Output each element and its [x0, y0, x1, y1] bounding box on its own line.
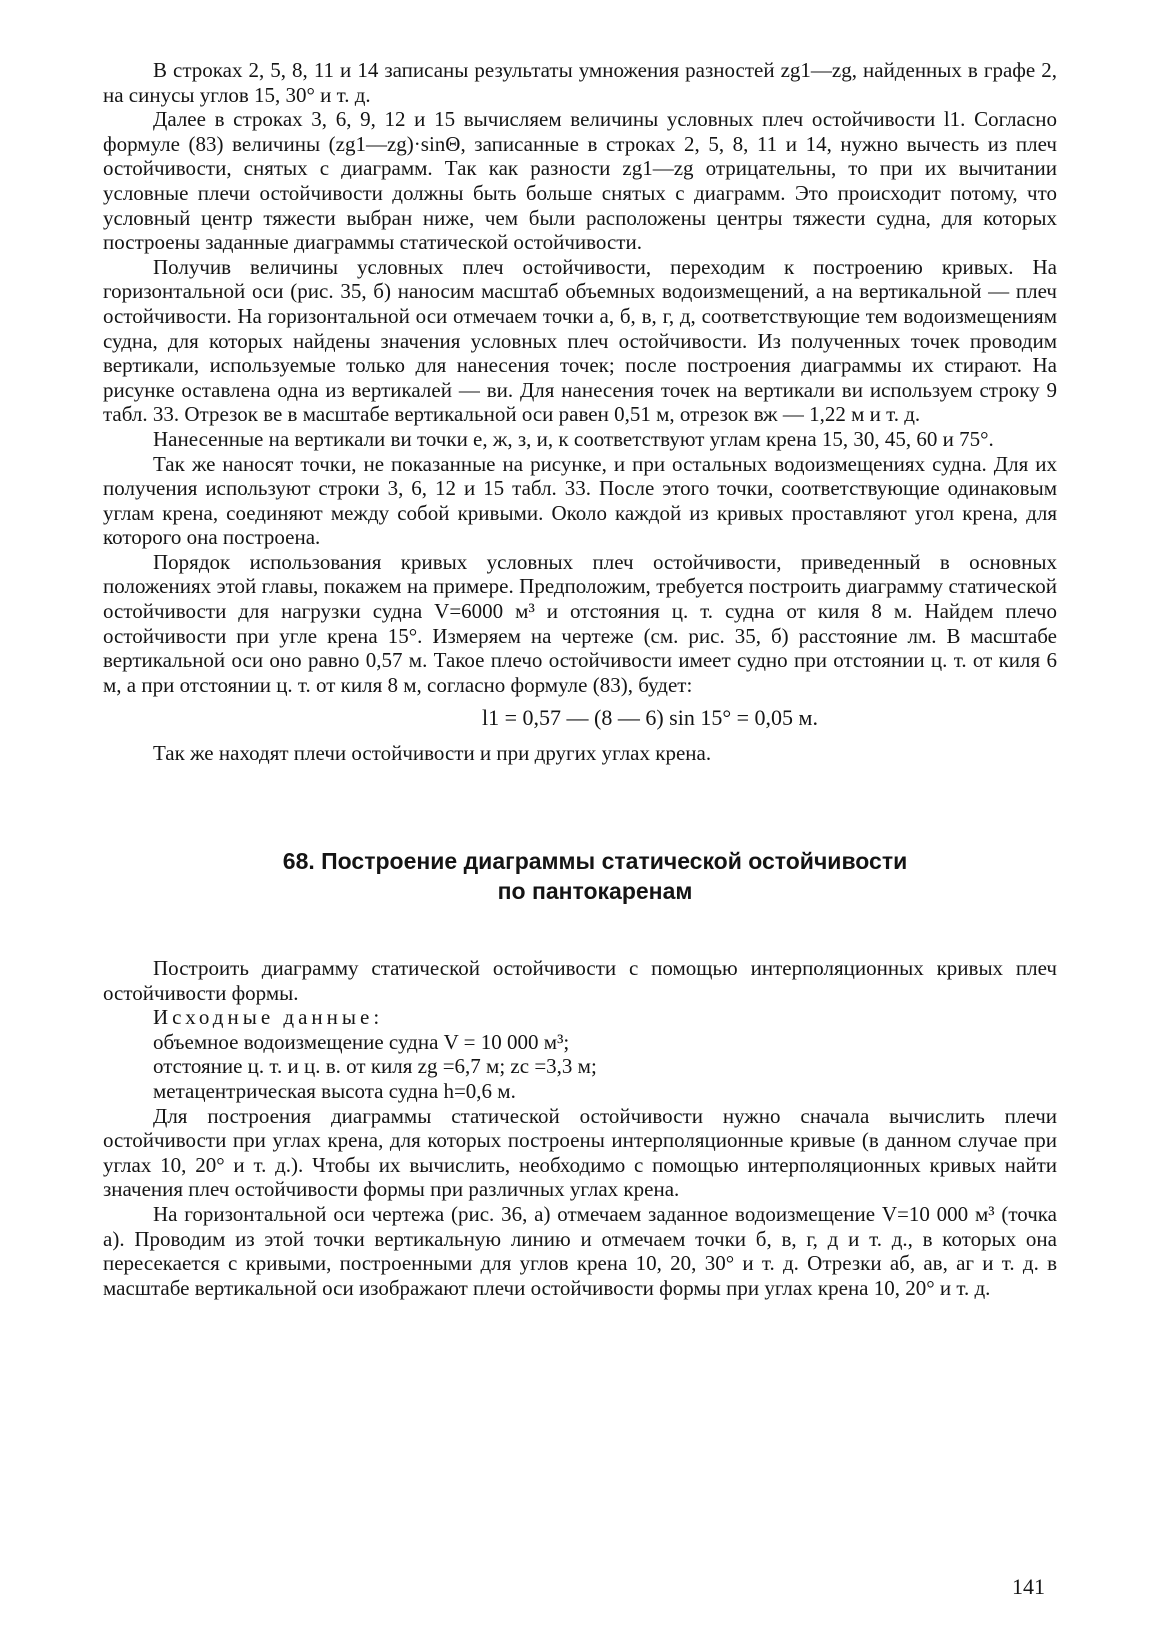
paragraph: Порядок использования кривых условных плеч остойчивости, приведенный в основных положениях этой главы, покажем на примере. Предположим, требуется построить диаграмму статической остойчивости для нагрузки судна V=6000 м³ и отстояния ц. т. судна от киля 8 м. Найдем плечо остойчивости при угле крена 15°. Измеряем на чертеже (см. рис. 35, б) расстояние лм. В масштабе вертикальной оси оно равно 0,57 м. Такое плечо остойчивости имеет судно при отстоянии ц. т. от киля 6 м, а при отстоянии ц. т. от киля 8 м, согласно формуле (83), будет: — [103, 549, 1057, 697]
paragraph: Получив величины условных плеч остойчивости, переходим к построению кривых. На горизонтальной оси (рис. 35, б) наносим масштаб объемных водоизмещений, а на вертикальной — плеч остойчивости. На горизонтальной оси отмечаем точки а, б, в, г, д, соответствующие тем водоизмещениям судна, для которых найдены значения условных плеч остойчивости. Из полученных точек проводим вертикали, используемые только для нанесения точек; после построения диаграммы их стирают. На рисунке оставлена одна из вертикалей — ви. Для нанесения точек на вертикали ви используем строку 9 табл. 33. Отрезок ве в масштабе вертикальной оси равен 0,51 м, отрезок вж — 1,22 м и т. д. — [103, 254, 1057, 427]
given-item: отстояние ц. т. и ц. в. от киля zg =6,7 м; zc =3,3 м; — [153, 1054, 597, 1079]
paragraph: Для построения диаграммы статической остойчивости нужно сначала вычислить плечи остойчивости при углах крена, для которых построены интерполяционные кривые (в данном случае при углах 10, 20° и т. д.). Чтобы их вычислить, необходимо с помощью интерполяционных кривых найти значения плеч остойчивости формы при различных углах крена. — [103, 1103, 1057, 1202]
task-paragraph: Построить диаграмму статической остойчивости с помощью интерполяционных кривых плеч остойчивости формы. — [103, 956, 1057, 1005]
given-item: метацентрическая высота судна h=0,6 м. — [153, 1079, 516, 1103]
section-heading-line: 68. Построение диаграммы статической остойчивости — [282, 848, 908, 875]
paragraph: На горизонтальной оси чертежа (рис. 36, а) отмечаем заданное водоизмещение V=10 000 м³ (точка а). Проводим из этой точки вертикальную линию и отмечаем точки б, в, г, д и т. д., в которых она пересекается с кривыми, построенными для углов крена 10, 20, 30° и т. д. Отрезки аб, ав, аг и т. д. в масштабе вертикальной оси изображают плечи остойчивости формы при углах крена 10, 20° и т. д. — [103, 1201, 1057, 1300]
given-item: объемное водоизмещение судна V = 10 000 м³; — [153, 1029, 570, 1054]
section-heading-line: по пантокаренам — [497, 878, 693, 905]
paragraph: Так же наносят точки, не показанные на рисунке, и при остальных водоизмещениях судна. Для их получения используют строки 3, 6, 12 и 15 табл. 33. После этого точки, соответствующие одинаковым углам крена, соединяют между собой кривыми. Около каждой из кривых проставляют угол крена, для которого она построена. — [103, 451, 1057, 550]
paragraph: Нанесенные на вертикали ви точки е, ж, з, и, к соответствуют углам крена 15, 30, 45, 60 и 75°. — [153, 426, 994, 451]
section-heading — [103, 846, 1057, 906]
spacer — [103, 906, 1057, 956]
paragraph: Далее в строках 3, 6, 9, 12 и 15 вычисляем величины условных плеч остойчивости l1. Согласно формуле (83) величины (zg1—zg)·sinΘ, записанные в строках 2, 5, 8, 11 и 14, нужно вычесть из плеч остойчивости, снятых с диаграмм. Так как разности zg1—zg отрицательны, то при их вычитании условные плечи остойчивости должны быть больше снятых с диаграмм. Это происходит потому, что условный центр тяжести выбран ниже, чем были расположены центры тяжести судна, для которых построены заданные диаграммы статической остойчивости. — [103, 107, 1057, 255]
paragraph: Так же находят плечи остойчивости и при других углах крена. — [153, 741, 712, 766]
paragraph: В строках 2, 5, 8, 11 и 14 записаны результаты умножения разностей zg1—zg, найденных в графе 2, на синусы углов 15, 30° и т. д. — [103, 58, 1057, 107]
page-number: 141 — [1012, 1574, 1045, 1599]
given-title: Исходные данные: — [153, 1005, 384, 1030]
formula: l1 = 0,57 — (8 — 6) sin 15° = 0,05 м. — [482, 705, 818, 731]
